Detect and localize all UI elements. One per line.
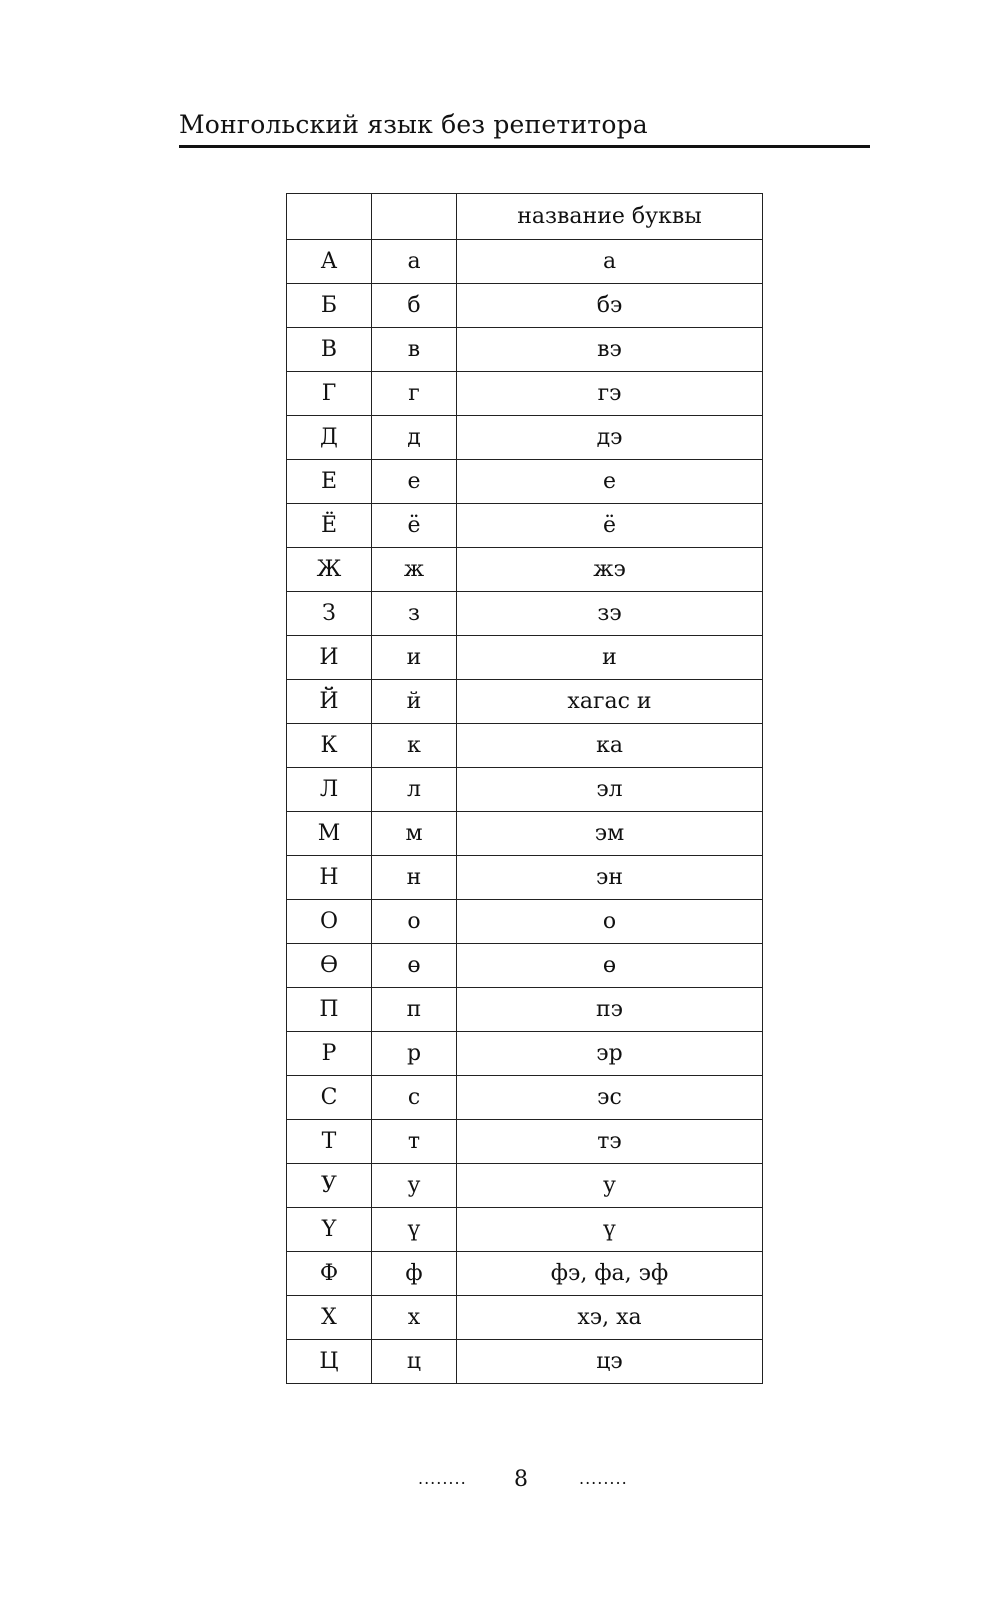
table-row bbox=[287, 416, 763, 460]
table-row bbox=[287, 988, 763, 1032]
cell-letter-name: жэ bbox=[457, 548, 763, 592]
header-cell-uppercase bbox=[287, 194, 372, 240]
cell-uppercase-letter: О bbox=[287, 900, 372, 944]
cell-letter-name: у bbox=[457, 1164, 763, 1208]
cell-letter-name: цэ bbox=[457, 1340, 763, 1384]
cell-letter-name: хэ, ха bbox=[457, 1296, 763, 1340]
cell-uppercase-letter: Н bbox=[287, 856, 372, 900]
cell-letter-name: эл bbox=[457, 768, 763, 812]
cell-uppercase-letter: Р bbox=[287, 1032, 372, 1076]
cell-uppercase-letter: Ф bbox=[287, 1252, 372, 1296]
table-row bbox=[287, 768, 763, 812]
table-row bbox=[287, 592, 763, 636]
cell-uppercase-letter: П bbox=[287, 988, 372, 1032]
table-row bbox=[287, 548, 763, 592]
cell-letter-name: пэ bbox=[457, 988, 763, 1032]
table-row bbox=[287, 900, 763, 944]
cell-uppercase-letter: Д bbox=[287, 416, 372, 460]
cell-uppercase-letter: А bbox=[287, 240, 372, 284]
cell-uppercase-letter: У bbox=[287, 1164, 372, 1208]
page-footer bbox=[0, 1465, 1000, 1505]
cell-uppercase-letter: В bbox=[287, 328, 372, 372]
cell-lowercase-letter: д bbox=[372, 416, 457, 460]
table-row bbox=[287, 1032, 763, 1076]
table-row bbox=[287, 328, 763, 372]
table-header-row bbox=[287, 194, 763, 240]
page-number: 8 bbox=[514, 1467, 528, 1492]
cell-letter-name: е bbox=[457, 460, 763, 504]
cell-letter-name: эн bbox=[457, 856, 763, 900]
cell-lowercase-letter: о bbox=[372, 900, 457, 944]
cell-lowercase-letter: м bbox=[372, 812, 457, 856]
table-row bbox=[287, 1164, 763, 1208]
table-row bbox=[287, 504, 763, 548]
cell-lowercase-letter: а bbox=[372, 240, 457, 284]
cell-letter-name: ү bbox=[457, 1208, 763, 1252]
footer-dots-left: ........ bbox=[418, 1469, 467, 1488]
table-row bbox=[287, 460, 763, 504]
table-row bbox=[287, 284, 763, 328]
cell-uppercase-letter: Ё bbox=[287, 504, 372, 548]
cell-uppercase-letter: Г bbox=[287, 372, 372, 416]
table-row bbox=[287, 636, 763, 680]
cell-uppercase-letter: З bbox=[287, 592, 372, 636]
cell-letter-name: бэ bbox=[457, 284, 763, 328]
cell-uppercase-letter: Ж bbox=[287, 548, 372, 592]
table-row bbox=[287, 1076, 763, 1120]
cell-uppercase-letter: Е bbox=[287, 460, 372, 504]
cell-lowercase-letter: в bbox=[372, 328, 457, 372]
header-cell-lowercase bbox=[372, 194, 457, 240]
cell-lowercase-letter: б bbox=[372, 284, 457, 328]
cell-lowercase-letter: у bbox=[372, 1164, 457, 1208]
cell-uppercase-letter: Ц bbox=[287, 1340, 372, 1384]
alphabet-table-body bbox=[287, 194, 763, 1384]
cell-lowercase-letter: к bbox=[372, 724, 457, 768]
table-row bbox=[287, 944, 763, 988]
header-cell-letter-name: название буквы bbox=[457, 194, 763, 240]
cell-letter-name: эм bbox=[457, 812, 763, 856]
footer-dots-right: ........ bbox=[579, 1469, 628, 1488]
cell-letter-name: вэ bbox=[457, 328, 763, 372]
cell-uppercase-letter: Х bbox=[287, 1296, 372, 1340]
cell-letter-name: эр bbox=[457, 1032, 763, 1076]
cell-lowercase-letter: ё bbox=[372, 504, 457, 548]
cell-letter-name: а bbox=[457, 240, 763, 284]
cell-letter-name: дэ bbox=[457, 416, 763, 460]
table-row bbox=[287, 1208, 763, 1252]
cell-letter-name: ё bbox=[457, 504, 763, 548]
cell-lowercase-letter: п bbox=[372, 988, 457, 1032]
alphabet-table bbox=[286, 193, 763, 1384]
cell-letter-name: гэ bbox=[457, 372, 763, 416]
cell-uppercase-letter: Й bbox=[287, 680, 372, 724]
cell-lowercase-letter: с bbox=[372, 1076, 457, 1120]
table-row bbox=[287, 812, 763, 856]
cell-letter-name: и bbox=[457, 636, 763, 680]
cell-lowercase-letter: и bbox=[372, 636, 457, 680]
cell-lowercase-letter: л bbox=[372, 768, 457, 812]
table-row bbox=[287, 724, 763, 768]
cell-lowercase-letter: й bbox=[372, 680, 457, 724]
cell-lowercase-letter: ж bbox=[372, 548, 457, 592]
cell-lowercase-letter: р bbox=[372, 1032, 457, 1076]
cell-lowercase-letter: ц bbox=[372, 1340, 457, 1384]
cell-letter-name: зэ bbox=[457, 592, 763, 636]
cell-lowercase-letter: ү bbox=[372, 1208, 457, 1252]
cell-lowercase-letter: ф bbox=[372, 1252, 457, 1296]
table-row bbox=[287, 1296, 763, 1340]
cell-lowercase-letter: ө bbox=[372, 944, 457, 988]
cell-uppercase-letter: М bbox=[287, 812, 372, 856]
cell-lowercase-letter: т bbox=[372, 1120, 457, 1164]
table-row bbox=[287, 1120, 763, 1164]
book-title: Монгольский язык без репетитора bbox=[179, 110, 648, 139]
table-row bbox=[287, 1340, 763, 1384]
cell-letter-name: о bbox=[457, 900, 763, 944]
cell-uppercase-letter: К bbox=[287, 724, 372, 768]
cell-uppercase-letter: Л bbox=[287, 768, 372, 812]
cell-letter-name: хагас и bbox=[457, 680, 763, 724]
cell-lowercase-letter: н bbox=[372, 856, 457, 900]
cell-uppercase-letter: Б bbox=[287, 284, 372, 328]
cell-lowercase-letter: г bbox=[372, 372, 457, 416]
cell-lowercase-letter: е bbox=[372, 460, 457, 504]
cell-lowercase-letter: з bbox=[372, 592, 457, 636]
cell-letter-name: ка bbox=[457, 724, 763, 768]
table-row bbox=[287, 372, 763, 416]
cell-uppercase-letter: И bbox=[287, 636, 372, 680]
cell-uppercase-letter: Т bbox=[287, 1120, 372, 1164]
cell-uppercase-letter: С bbox=[287, 1076, 372, 1120]
cell-uppercase-letter: Ү bbox=[287, 1208, 372, 1252]
cell-letter-name: тэ bbox=[457, 1120, 763, 1164]
table-row bbox=[287, 240, 763, 284]
running-header bbox=[179, 104, 870, 148]
cell-letter-name: ө bbox=[457, 944, 763, 988]
table-row bbox=[287, 1252, 763, 1296]
table-row bbox=[287, 680, 763, 724]
cell-lowercase-letter: х bbox=[372, 1296, 457, 1340]
cell-uppercase-letter: Ө bbox=[287, 944, 372, 988]
cell-letter-name: эс bbox=[457, 1076, 763, 1120]
table-row bbox=[287, 856, 763, 900]
cell-letter-name: фэ, фа, эф bbox=[457, 1252, 763, 1296]
